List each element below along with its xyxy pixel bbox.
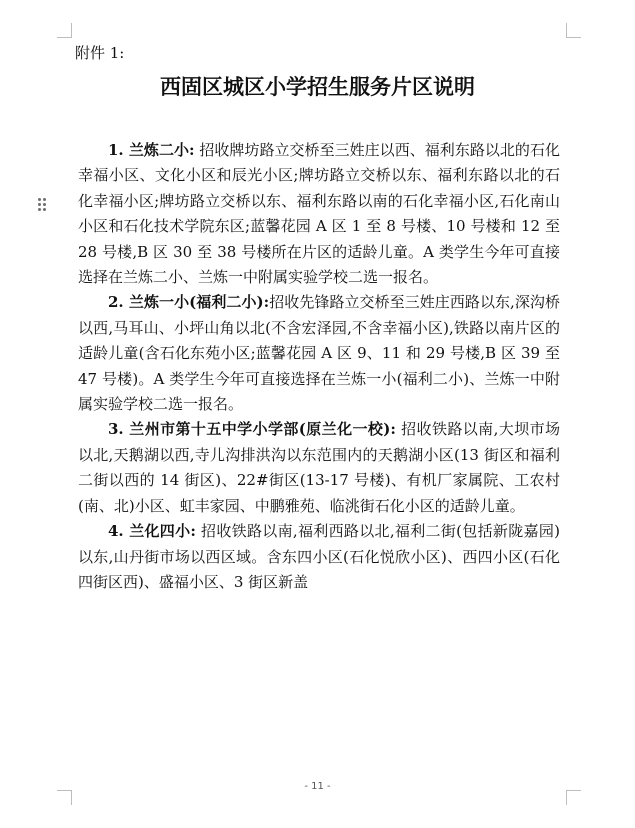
- document-body: [78, 138, 560, 595]
- page-number: - 11 -: [304, 781, 331, 792]
- paragraph-text: 招收牌坊路立交桥至三姓庄以西、福利东路以北的石化幸福小区、文化小区和辰光小区;牌坊路立交桥以东、福利东路以北的石化幸福小区;牌坊路立交桥以东、福利东路以南的石化幸福小区,石化南山小区和石化技术学院东区;蓝馨花园 A 区 1 至 8 号楼、10 号楼和 12 至 28 号楼,B 区 30 至 38 号楼所在片区的适龄儿童。A 类学生今年可直接选择在兰炼二小、兰炼一中附属实验学校二选一报名。: [78, 141, 560, 287]
- paragraph-text: 招收先锋路立交桥至三姓庄西路以东,深沟桥以西,马耳山、小坪山角以北(不含宏泽园,不含幸福小区),铁路以南片区的适龄儿童(含石化东苑小区;蓝馨花园 A 区 9、11 和 29 号楼,B 区 39 至 47 号楼)。A 类学生今年可直接选择在兰炼一小(福利二小)、兰炼一中附属实验学校二选一报名。: [78, 293, 560, 414]
- crop-mark-top-right: [566, 23, 581, 38]
- document-title: 西固区城区小学招生服务片区说明: [160, 74, 475, 99]
- paragraph-lanlian-yi-xiao: [78, 290, 560, 417]
- attachment-label: 附件 1:: [75, 44, 125, 62]
- paragraph-text: 招收铁路以南,大坝市场以北,天鹅湖以西,寺儿沟排洪沟以东范围内的天鹅湖小区(13 街区和福利二街以西的 14 街区)、22#街区(13-17 号楼)、有机厂家属院、工农村(南、北)小区、虹丰家园、中鹏雅苑、临洮街石化小区的适龄儿童。: [78, 420, 560, 515]
- paragraph-text: 招收铁路以南,福利西路以北,福利二街(包括新陇嘉园)以东,山丹街市场以西区域。含东四小区(石化悦欣小区)、西四小区(石化四街区西)、盛福小区、3 街区新盖: [78, 522, 560, 591]
- crop-mark-bottom-left: [57, 790, 72, 805]
- paragraph-heading: 1. 兰炼二小:: [108, 141, 195, 159]
- paragraph-heading: 4. 兰化四小:: [108, 522, 196, 541]
- paragraph-lanhua-si-xiao: [78, 519, 560, 595]
- crop-mark-bottom-right: [566, 790, 581, 805]
- paragraph-lanlian-er-xiao: [78, 138, 560, 290]
- paragraph-heading: 3. 兰州市第十五中学小学部(原兰化一校):: [108, 420, 396, 439]
- crop-mark-top-left: [57, 23, 72, 38]
- paragraph-fifteenth-middle-school: [78, 417, 560, 519]
- paragraph-heading: 2. 兰炼一小(福利二小):: [108, 293, 270, 312]
- drag-handle-icon[interactable]: [37, 198, 47, 216]
